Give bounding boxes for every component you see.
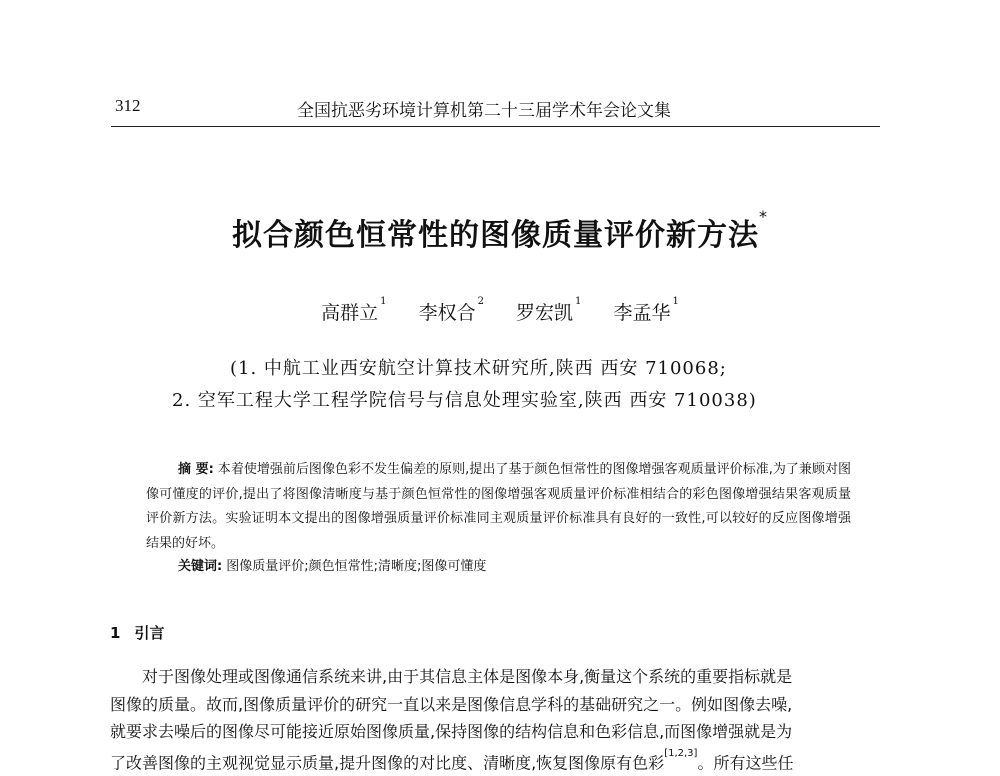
running-header bbox=[111, 94, 880, 127]
keywords-label: 关键词: bbox=[178, 559, 222, 574]
author bbox=[516, 302, 581, 324]
section-title: 引言 bbox=[134, 624, 164, 642]
paper-title-text: 拟合颜色恒常性的图像质量评价新方法 bbox=[232, 218, 759, 253]
author-list bbox=[0, 298, 1000, 325]
affiliation-line: (1. 中航工业西安航空计算技术研究所,陕西 西安 710068; bbox=[230, 354, 727, 380]
body-line: 对于图像处理或图像通信系统来讲,由于其信息主体是图像本身,衡量这个系统的重要指标就是 bbox=[110, 663, 880, 691]
keywords bbox=[178, 555, 486, 574]
citation: [1,2,3] bbox=[664, 748, 697, 759]
author bbox=[419, 302, 484, 324]
body-paragraph bbox=[110, 663, 880, 776]
author-affiliation-mark: 1 bbox=[575, 296, 581, 307]
title-footnote-mark: * bbox=[759, 207, 768, 226]
section-number: 1 bbox=[110, 624, 120, 642]
body-line-text: 了改善图像的主观视觉显示质量,提升图像的对比度、清晰度,恢复图像原有色彩 bbox=[110, 753, 664, 772]
keywords-text: 图像质量评价;颜色恒常性;清晰度;图像可懂度 bbox=[226, 559, 486, 574]
author-name: 李权合 bbox=[419, 302, 476, 324]
author-name: 高群立 bbox=[321, 302, 378, 324]
author bbox=[321, 302, 386, 324]
author-affiliation-mark: 1 bbox=[672, 296, 678, 307]
section-heading bbox=[110, 622, 164, 643]
affiliation-line: 2. 空军工程大学工程学院信号与信息处理实验室,陕西 西安 710038) bbox=[172, 386, 757, 412]
body-line: 就要求去噪后的图像尽可能接近原始图像质量,保持图像的结构信息和色彩信息,而图像增强就是为 bbox=[110, 718, 880, 746]
author-name: 罗宏凯 bbox=[516, 302, 573, 324]
abstract-label: 摘 要: bbox=[178, 462, 214, 477]
page-number: 312 bbox=[115, 96, 141, 116]
abstract-text: 本着使增强前后图像色彩不发生偏差的原则,提出了基于颜色恒常性的图像增强客观质量评价标准,为了兼顾对图像可懂度的评价,提出了将图像清晰度与基于颜色恒常性的图像增强客观质量评价标准相结合的彩色图像增强结果客观质量评价新方法。实验证明本文提出的图像增强质量评价标准同主观质量评价标准具有良好的一致性,可以较好的反应图像增强结果的好坏。 bbox=[146, 462, 851, 551]
running-title: 全国抗恶劣环境计算机第二十三届学术年会论文集 bbox=[297, 96, 671, 121]
paper-title bbox=[0, 210, 1000, 254]
author-name: 李孟华 bbox=[613, 302, 670, 324]
author-affiliation-mark: 2 bbox=[478, 296, 484, 307]
abstract bbox=[146, 458, 851, 556]
author bbox=[613, 302, 678, 324]
author-affiliation-mark: 1 bbox=[380, 296, 386, 307]
body-line: 图像的质量。故而,图像质量评价的研究一直以来是图像信息学科的基础研究之一。例如图像去噪, bbox=[110, 691, 880, 719]
body-line-tail: 。所有这些任 bbox=[697, 753, 793, 772]
body-line-last bbox=[110, 746, 880, 776]
